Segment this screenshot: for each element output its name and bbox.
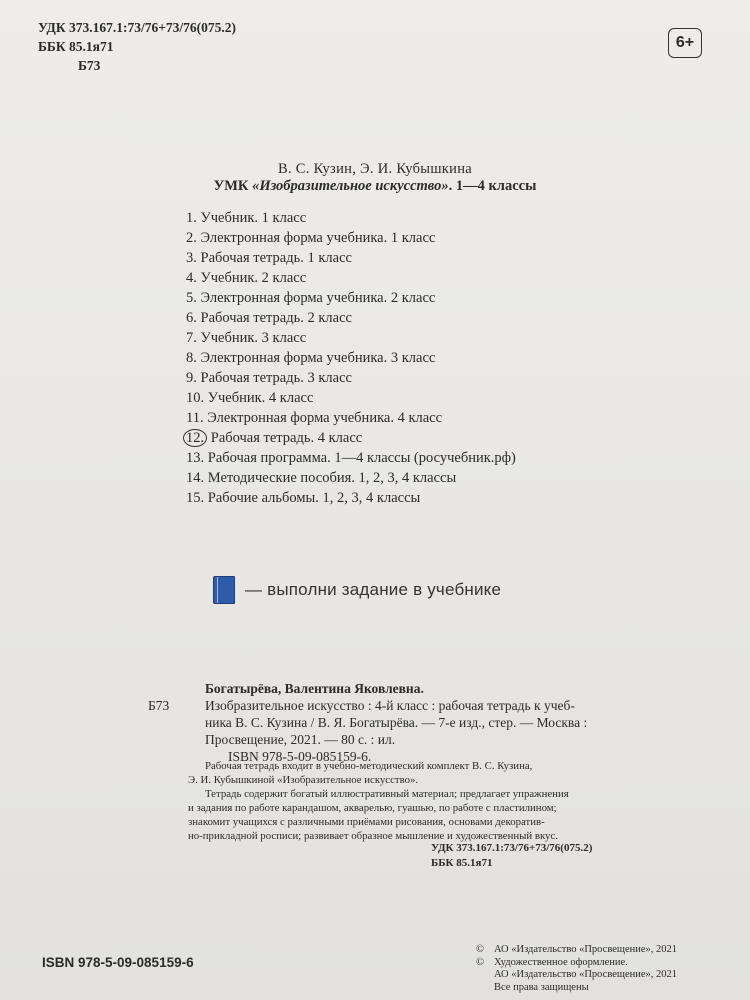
series-list-number: 4. bbox=[186, 270, 197, 286]
series-list-text: Учебник. 1 класс bbox=[200, 210, 307, 226]
record-author: Богатырёва, Валентина Яковлевна. bbox=[205, 681, 424, 696]
classification-codes-bottom bbox=[431, 841, 592, 871]
copyright-design: Художественное оформление. bbox=[494, 956, 628, 968]
record-line: Просвещение, 2021. — 80 с. : ил. bbox=[205, 732, 396, 747]
series-list-number: 7. bbox=[186, 330, 197, 346]
series-list-text: Электронная форма учебника. 2 класс bbox=[200, 290, 436, 306]
series-list-number: 14. bbox=[186, 470, 205, 486]
record-line: Изобразительное искусство : 4-й класс : рабочая тетрадь к учеб- bbox=[205, 698, 575, 713]
series-list-item bbox=[186, 248, 516, 268]
series-list-number: 3. bbox=[186, 250, 197, 266]
legend-text: — выполни задание в учебнике bbox=[245, 580, 502, 599]
series-list-text: Рабочая тетрадь. 1 класс bbox=[200, 250, 352, 266]
series-list-item bbox=[186, 428, 516, 448]
series-list-item bbox=[186, 468, 516, 488]
textbook-icon bbox=[213, 576, 235, 604]
series-list-item bbox=[186, 308, 516, 328]
copyright-symbol: © bbox=[476, 944, 484, 955]
series-list-text: Электронная форма учебника. 4 класс bbox=[207, 410, 443, 426]
annotation-line: но-прикладной росписи; развивает образное мышление и художественный вкус. bbox=[188, 830, 558, 842]
copyright-design-publisher: АО «Издательство «Просвещение», 2021 bbox=[494, 969, 678, 980]
legend bbox=[213, 576, 501, 604]
series-list-item bbox=[186, 448, 516, 468]
series-list-number: 6. bbox=[186, 310, 197, 326]
annotation bbox=[188, 759, 624, 843]
series-title-suffix: . 1—4 классы bbox=[448, 178, 537, 194]
udk-code: УДК 373.167.1:73/76+73/76(075.2) bbox=[38, 20, 237, 35]
series-list-number: 15. bbox=[186, 490, 205, 506]
record-line: ника В. С. Кузина / В. Я. Богатырёва. — 7-е изд., стер. — Москва : bbox=[205, 715, 588, 730]
series-list-number: 9. bbox=[186, 370, 197, 386]
series-list-text: Рабочая тетрадь. 2 класс bbox=[200, 310, 352, 326]
series-list-item bbox=[186, 228, 516, 248]
series-list-item bbox=[186, 388, 516, 408]
series-list-text: Учебник. 3 класс bbox=[200, 330, 307, 346]
series-list-text: Электронная форма учебника. 3 класс bbox=[200, 350, 436, 366]
series-list-number: 10. bbox=[186, 390, 205, 406]
series-list-number: 8. bbox=[186, 350, 197, 366]
series-list-number: 12. bbox=[183, 429, 207, 447]
copyright-block bbox=[476, 944, 677, 994]
series-title bbox=[0, 178, 750, 195]
series-list bbox=[186, 208, 516, 508]
copyright-publisher: АО «Издательство «Просвещение», 2021 bbox=[494, 944, 678, 955]
series-list-number: 1. bbox=[186, 210, 197, 226]
series-list-number: 13. bbox=[186, 450, 205, 466]
bibliographic-record bbox=[148, 680, 588, 765]
age-rating-badge: 6+ bbox=[668, 28, 702, 58]
series-list-number: 11. bbox=[186, 410, 204, 426]
series-list-item bbox=[186, 288, 516, 308]
series-list-text: Рабочая тетрадь. 3 класс bbox=[200, 370, 352, 386]
author-mark: Б73 bbox=[78, 58, 101, 73]
series-list-text: Рабочие альбомы. 1, 2, 3, 4 классы bbox=[207, 490, 421, 506]
series-list-item bbox=[186, 328, 516, 348]
series-list-text: Рабочая программа. 1—4 классы (росучебник.рф) bbox=[207, 450, 516, 466]
series-list-number: 5. bbox=[186, 290, 197, 306]
series-list-item bbox=[186, 208, 516, 228]
series-list-text: Электронная форма учебника. 1 класс bbox=[200, 230, 436, 246]
udk-code-bottom: УДК 373.167.1:73/76+73/76(075.2) bbox=[431, 842, 593, 854]
series-list-item bbox=[186, 348, 516, 368]
series-title-name: «Изобразительное искусство» bbox=[252, 178, 449, 194]
series-title-prefix: УМК bbox=[213, 178, 253, 194]
series-list-text: Учебник. 2 класс bbox=[200, 270, 307, 286]
bbk-code: ББК 85.1я71 bbox=[38, 39, 114, 54]
series-list-item bbox=[186, 268, 516, 288]
series-list-number: 2. bbox=[186, 230, 197, 246]
series-list-item bbox=[186, 488, 516, 508]
series-authors: В. С. Кузин, Э. И. Кубышкина bbox=[277, 161, 473, 177]
series-list-text: Рабочая тетрадь. 4 класс bbox=[210, 430, 363, 446]
copyright-symbol: © bbox=[476, 956, 484, 968]
series-list-text: Методические пособия. 1, 2, 3, 4 классы bbox=[207, 470, 457, 486]
copyright-rights: Все права защищены bbox=[494, 981, 589, 993]
isbn: ISBN 978-5-09-085159-6 bbox=[42, 955, 194, 970]
series-list-text: Учебник. 4 класс bbox=[207, 390, 314, 406]
annotation-line: Рабочая тетрадь входит в учебно-методический комплект В. С. Кузина, bbox=[205, 760, 533, 772]
series-list-item bbox=[186, 408, 516, 428]
bbk-code-bottom: ББК 85.1я71 bbox=[431, 857, 493, 869]
annotation-line: Тетрадь содержит богатый иллюстративный материал; предлагает упражнения bbox=[205, 788, 569, 800]
annotation-line: Э. И. Кубышкиной «Изобразительное искусство». bbox=[188, 774, 419, 786]
series-list-item bbox=[186, 368, 516, 388]
annotation-line: знакомит учащихся с различными приёмами рисования, основами декоратив- bbox=[188, 816, 545, 828]
annotation-line: и задания по работе карандашом, акварелью, гуашью, по работе с пластилином; bbox=[188, 802, 557, 814]
classification-codes bbox=[38, 18, 236, 75]
record-author-mark: Б73 bbox=[148, 698, 170, 713]
record-isbn: ISBN 978-5-09-085159-6. bbox=[228, 749, 372, 764]
